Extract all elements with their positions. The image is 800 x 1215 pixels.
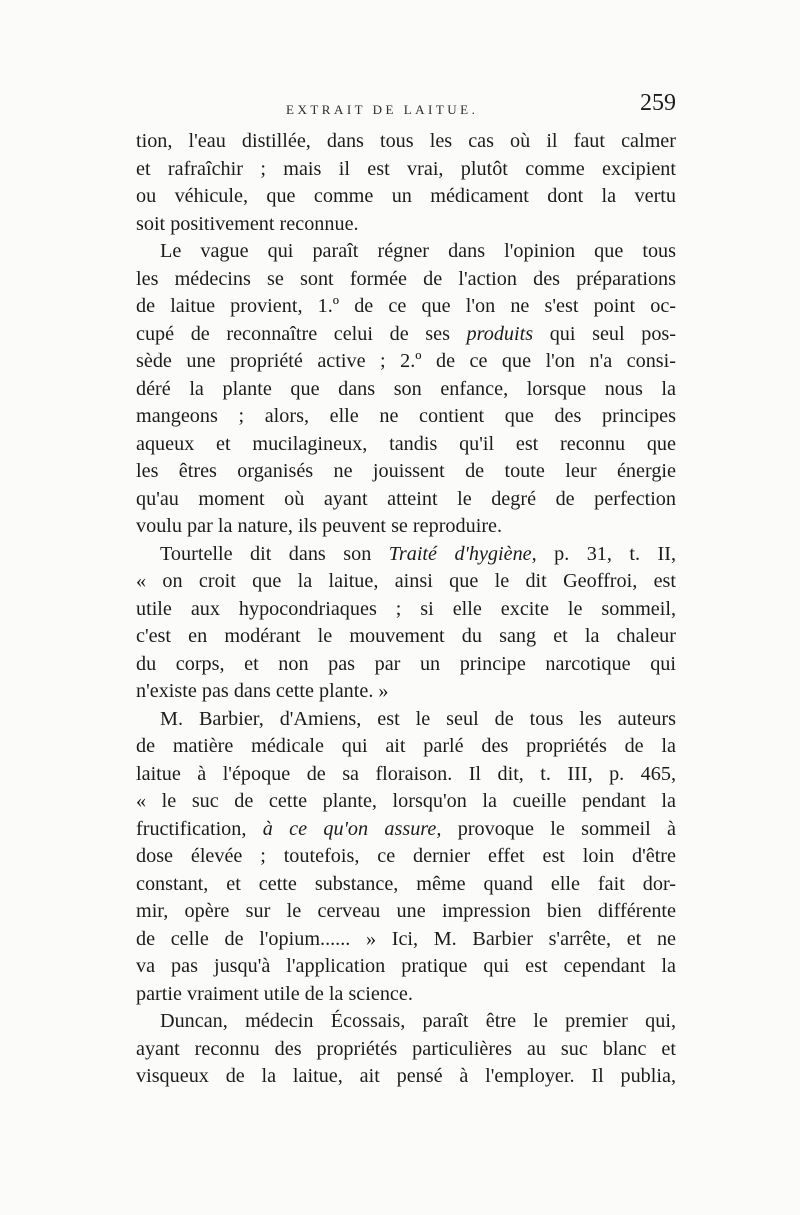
text-line: mir, opère sur le cerveau une impression bien différente <box>136 900 676 922</box>
text-segment: p. 31, t. II, <box>536 542 676 565</box>
text-line: de laitue provient, 1.º de ce que l'on ne s'est point oc- <box>136 295 676 317</box>
text-line: ou véhicule, que comme un médicament dont la vertu <box>136 185 676 207</box>
text-line: soit positivement reconnue. <box>136 212 359 235</box>
text-segment: provoque le sommeil à <box>441 817 676 840</box>
text-line: M. Barbier, d'Amiens, est le seul de tous les auteurs <box>160 707 676 730</box>
italic-text: produits <box>466 322 534 345</box>
text-segment: qui seul pos- <box>533 322 676 345</box>
text-line <box>136 321 676 349</box>
text-line: les médecins se sont formée de l'action des préparations <box>136 267 676 290</box>
paragraph <box>136 706 676 1009</box>
text-segment: fructification, <box>136 817 263 840</box>
text-line: constant, et cette substance, même quand elle fait dor- <box>136 872 676 895</box>
text-segment: Tourtelle dit dans son <box>160 542 389 565</box>
text-line: « le suc de cette plante, lorsqu'on la cueille pendant la <box>136 790 676 812</box>
text-line: du corps, et non pas par un principe narcotique qui <box>136 652 676 675</box>
text-line: Duncan, médecin Écossais, paraît être le premier qui, <box>160 1010 676 1032</box>
italic-text: Traité d'hygiène, <box>388 542 537 565</box>
text-line: c'est en modérant le mouvement du sang et la chaleur <box>136 625 676 647</box>
text-line: partie vraiment utile de la science. <box>136 982 413 1005</box>
text-line: Le vague qui paraît régner dans l'opinion que tous <box>160 240 676 262</box>
running-title: EXTRAIT DE LAITUE. <box>286 102 479 117</box>
text-line: déré la plante que dans son enfance, lorsque nous la <box>136 377 676 400</box>
text-line: va pas jusqu'à l'application pratique qui est cependant la <box>136 955 676 977</box>
text-line: voulu par la nature, ils peuvent se reproduire. <box>136 515 503 537</box>
text-line <box>136 816 676 844</box>
text-line: « on croit que la laitue, ainsi que le dit Geoffroi, est <box>136 570 676 592</box>
text-line: n'existe pas dans cette plante. » <box>136 680 389 702</box>
text-line: tion, l'eau distillée, dans tous les cas où il faut calmer <box>136 130 676 152</box>
text-line: et rafraîchir ; mais il est vrai, plutôt comme excipient <box>136 157 676 180</box>
paragraph <box>136 1008 676 1091</box>
text-line: ayant reconnu des propriétés particulières au suc blanc et <box>136 1037 676 1060</box>
italic-text: à ce qu'on assure, <box>262 817 442 840</box>
running-head <box>136 90 676 128</box>
paragraph <box>136 238 676 541</box>
text-line <box>136 541 676 569</box>
text-line: aqueux et mucilagineux, tandis qu'il est reconnu que <box>136 432 676 455</box>
text-line: laitue à l'époque de sa floraison. Il dit, t. III, p. 465, <box>136 762 676 785</box>
text-line: utile aux hypocondriaques ; si elle excite le sommeil, <box>136 597 676 620</box>
page-number: 259 <box>640 90 676 116</box>
text-line: mangeons ; alors, elle ne contient que des principes <box>136 405 676 427</box>
text-line: qu'au moment où ayant atteint le degré de perfection <box>136 487 676 510</box>
text-line: sède une propriété active ; 2.º de ce que l'on n'a consi- <box>136 350 676 372</box>
paragraph <box>136 128 676 238</box>
text-line: de celle de l'opium...... » Ici, M. Barbier s'arrête, et ne <box>136 927 676 950</box>
text-line: les êtres organisés ne jouissent de toute leur énergie <box>136 460 676 482</box>
text-line: visqueux de la laitue, ait pensé à l'employer. Il publia, <box>136 1065 676 1087</box>
page-text <box>136 90 676 1091</box>
text-segment: cupé de reconnaître celui de ses <box>136 322 467 345</box>
text-line: dose élevée ; toutefois, ce dernier effet est loin d'être <box>136 845 676 867</box>
text-line: de matière médicale qui ait parlé des propriétés de la <box>136 735 676 757</box>
paragraph <box>136 541 676 706</box>
